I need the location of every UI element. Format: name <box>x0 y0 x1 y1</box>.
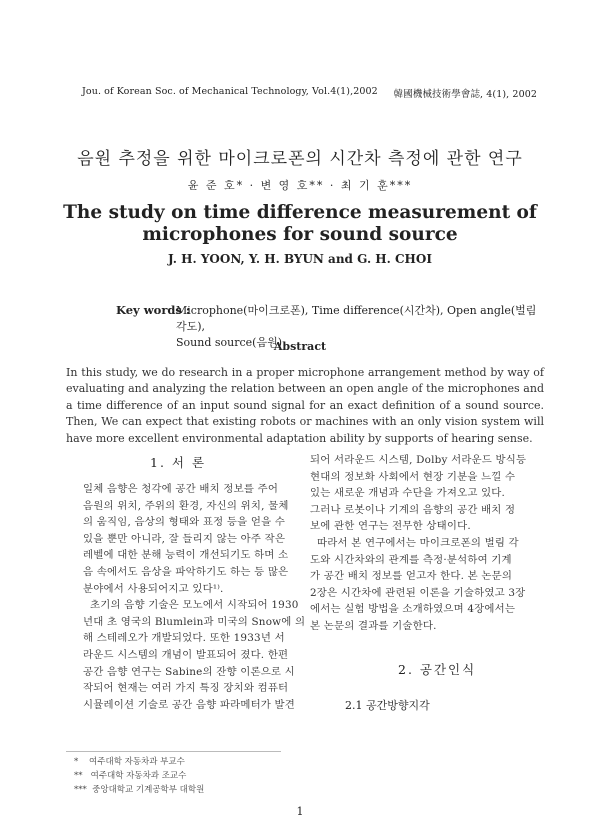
subsection21-heading: 2.1 공간방향지각 <box>345 699 430 712</box>
keywords-line1: Microphone(마이크로폰), Time difference(시간차), Open angle(벌림각도), <box>176 304 537 333</box>
text-line: 있을 뿐만 아니라, 잘 들리지 않는 아주 작은 <box>83 532 286 545</box>
text-line: 해 스테레오가 개발되었다. 또한 1933년 서 <box>83 632 285 645</box>
text-line: 레벨에 대한 분해 능력이 개선되기도 하며 소 <box>83 549 289 562</box>
footnote-2: ** 여주대학 자동차과 조교수 <box>74 771 187 781</box>
text-line: 따라서 본 연구에서는 마이크로폰의 벌림 각 <box>310 536 519 549</box>
footnote-3: *** 중앙대학교 기계공학부 대학원 <box>74 785 205 795</box>
text-line: 년대 초 영국의 Blumlein과 미국의 Snow에 의 <box>83 615 306 628</box>
text-line: 음원의 위치, 주위의 환경, 자신의 위치, 물체 <box>83 499 289 512</box>
text-line: 의 움직임, 음상의 형태와 표정 등을 얻을 수 <box>83 516 286 529</box>
english-authors: J. H. YOON, Y. H. BYUN and G. H. CHOI <box>168 252 432 266</box>
text-line: 음 속에서도 음상을 파악하기도 하는 등 많은 <box>83 565 289 578</box>
english-title-line2: microphones for sound source <box>142 224 458 245</box>
text-line: 에서는 실험 방법을 소개하였으며 4장에서는 <box>310 603 516 616</box>
korean-authors: 윤 준 호* · 변 영 호** · 최 기 훈*** <box>187 179 413 192</box>
text-line: 시뮬레이션 기술로 공간 음향 파라메터가 발견 <box>83 698 296 711</box>
text-line: 가 공간 배치 정보를 얻고자 한다. 본 논문의 <box>310 570 513 583</box>
text-line: 그러나 로봇이나 기계의 음향의 공간 배치 정 <box>310 503 516 516</box>
english-title <box>0 202 600 246</box>
journal-header-left: Jou. of Korean Soc. of Mechanical Technology, Vol.4(1),2002 <box>82 86 378 97</box>
text-line: 현대의 정보화 사회에서 현장 기분을 느낄 수 <box>310 470 516 483</box>
keywords-line2: Sound source(음원) <box>176 336 282 349</box>
section2-heading: 2. 공간인식 <box>398 662 477 677</box>
section1-heading: 1. 서 론 <box>150 455 207 470</box>
english-title-line1: The study on time difference measurement of <box>63 202 537 223</box>
footnote-divider <box>66 751 281 752</box>
text-line: 분야에서 사용되어지고 있다¹⁾. <box>83 582 224 595</box>
journal-header-right: 韓國機械技術學會誌, 4(1), 2002 <box>393 89 537 100</box>
text-line: 일체 음향은 청각에 공간 배치 정보를 주어 <box>83 483 279 495</box>
left-column-text <box>83 481 305 713</box>
text-line: 작되어 현재는 여러 가지 특징 장치와 컴퓨터 <box>83 682 289 695</box>
text-line: 공간 음향 연구는 Sabine의 잔향 이론으로 시 <box>83 665 295 678</box>
text-line: 본 논문의 결과를 기술한다. <box>310 619 437 632</box>
footnote-1: * 여주대학 자동차과 부교수 <box>74 757 185 767</box>
page-number: 1 <box>296 805 304 818</box>
text-line: 2장은 시간차에 관련된 이론을 기술하였고 3장 <box>310 586 526 599</box>
text-line: 초기의 음향 기술은 모노에서 시작되어 1930 <box>83 599 299 612</box>
text-line: 있는 새로운 개념과 수단을 가져오고 있다. <box>310 487 506 500</box>
abstract-text: In this study, we do research in a proper microphone arrangement method by way of evaluating and analyzing the relation between an open angle of the microphones and a time difference of an input sound signal for an exact definition of a sound source. Then, We can expect that existing robots or machines with an only vision system will have more excellent environmental adaptation ability by supports of hearing sense. <box>66 366 544 445</box>
text-line: 라운드 시스템의 개념이 발표되어 졌다. 한편 <box>83 648 289 661</box>
text-line: 도와 시간차와의 관계를 측정·분석하여 기계 <box>310 553 512 566</box>
text-line: 되어 서라운드 시스템, Dolby 서라운드 방식등 <box>310 454 527 466</box>
keywords-label: Key words : <box>116 303 191 317</box>
abstract-heading: Abstract <box>273 340 327 353</box>
right-column-text <box>310 452 526 635</box>
text-line: 보에 관한 연구는 전무한 상태이다. <box>310 520 471 533</box>
korean-title: 음원 추정을 위한 마이크로폰의 시간차 측정에 관한 연구 <box>77 149 523 169</box>
